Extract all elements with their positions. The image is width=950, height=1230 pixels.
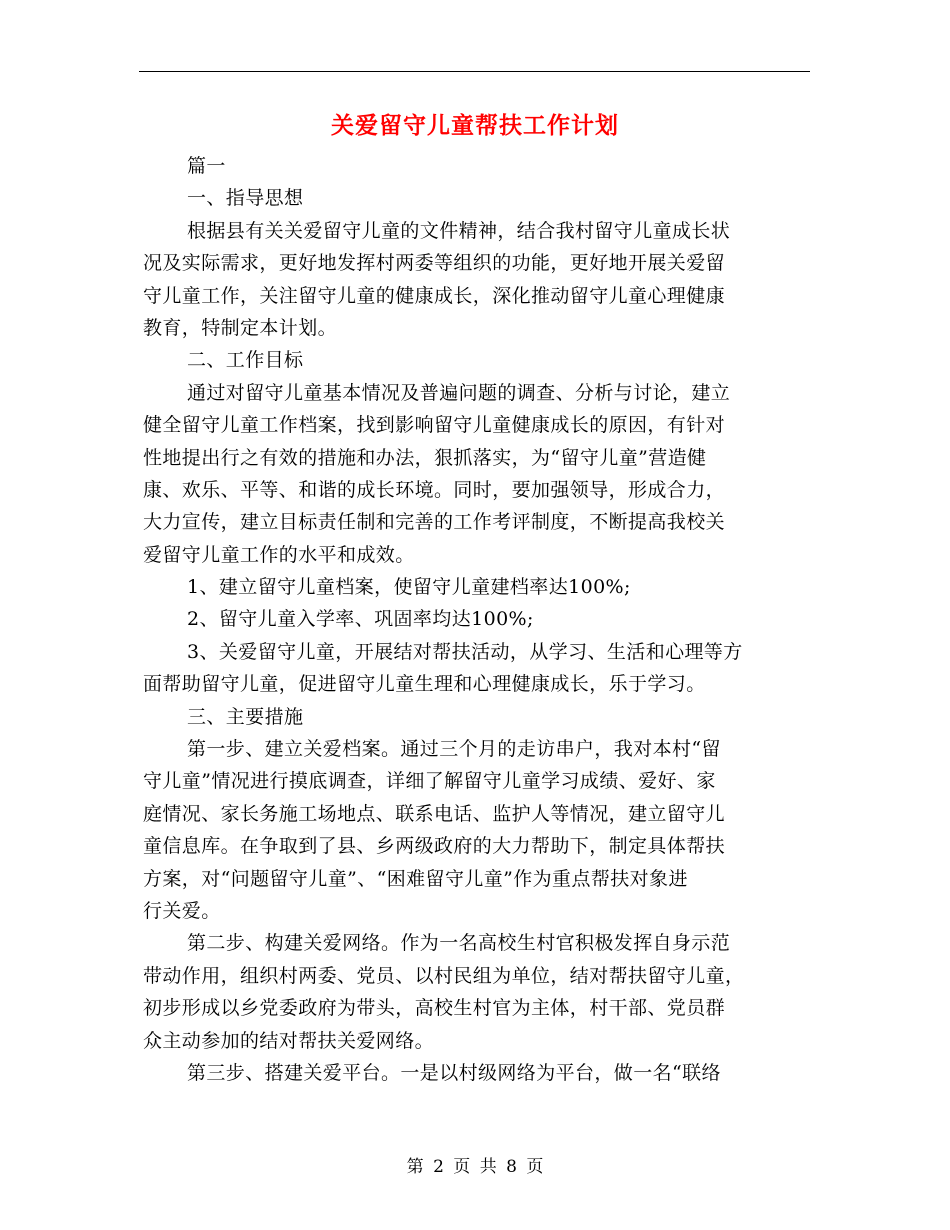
body-line: 性地提出行之有效的措施和办法，狠抓落实，为“留守儿童”营造健 bbox=[143, 446, 707, 469]
body-line: 众主动参加的结对帮扶关爱网络。 bbox=[143, 1029, 435, 1052]
document-title: 关爱留守儿童帮扶工作计划 bbox=[331, 112, 619, 139]
body-line: 第二步、构建关爱网络。作为一名高校生村官积极发挥自身示范 bbox=[187, 932, 731, 955]
body-line: 健全留守儿童工作档案，找到影响留守儿童健康成长的原因，有针对 bbox=[143, 414, 726, 437]
body-line: 第三步、搭建关爱平台。一是以村级网络为平台，做一名“联络 bbox=[187, 1061, 721, 1084]
document-body bbox=[143, 150, 808, 1089]
body-line: 况及实际需求，更好地发挥村两委等组织的功能，更好地开展关爱留 bbox=[143, 252, 726, 275]
page-footer: 第 2 页 共 8 页 bbox=[406, 1157, 544, 1177]
body-line: 1、建立留守儿童档案，使留守儿童建档率达100%; bbox=[187, 576, 631, 599]
body-line: 庭情况、家长务施工场地点、联系电话、监护人等情况，建立留守儿 bbox=[143, 802, 726, 825]
body-line: 守儿童工作，关注留守儿童的健康成长，深化推动留守儿童心理健康 bbox=[143, 284, 726, 307]
body-line: 爱留守儿童工作的水平和成效。 bbox=[143, 543, 415, 566]
body-line: 面帮助留守儿童，促进留守儿童生理和心理健康成长，乐于学习。 bbox=[143, 673, 706, 696]
body-line: 根据县有关关爱留守儿童的文件精神，结合我村留守儿童成长状 bbox=[187, 219, 731, 242]
header-rule bbox=[139, 71, 810, 72]
body-line: 初步形成以乡党委政府为带头，高校生村官为主体，村干部、党员群 bbox=[143, 997, 726, 1020]
body-line: 大力宣传，建立目标责任制和完善的工作考评制度，不断提高我校关 bbox=[143, 511, 726, 534]
body-line: 带动作用，组织村两委、党员、以村民组为单位，结对帮扶留守儿童， bbox=[143, 964, 745, 987]
body-line: 二、工作目标 bbox=[187, 349, 304, 372]
body-line: 3、关爱留守儿童，开展结对帮扶活动，从学习、生活和心理等方 bbox=[187, 640, 743, 663]
body-line: 三、主要措施 bbox=[187, 705, 304, 728]
body-line: 方案，对“问题留守儿童”、“困难留守儿童”作为重点帮扶对象进 bbox=[143, 867, 688, 890]
body-line: 一、指导思想 bbox=[187, 187, 304, 210]
body-line: 守儿童”情况进行摸底调查，详细了解留守儿童学习成绩、爱好、家 bbox=[143, 770, 716, 793]
body-line: 通过对留守儿童基本情况及普遍问题的调查、分析与讨论，建立 bbox=[187, 381, 731, 404]
body-line: 康、欢乐、平等、和谐的成长环境。同时，要加强领导，形成合力， bbox=[143, 478, 726, 501]
body-line: 篇一 bbox=[187, 155, 226, 177]
body-line: 2、留守儿童入学率、巩固率均达100%; bbox=[187, 608, 534, 631]
body-line: 教育，特制定本计划。 bbox=[143, 316, 338, 339]
body-line: 行关爱。 bbox=[143, 899, 221, 922]
body-line: 童信息库。在争取到了县、乡两级政府的大力帮助下，制定具体帮扶 bbox=[143, 835, 726, 858]
body-line: 第一步、建立关爱档案。通过三个月的走访串户，我对本村“留 bbox=[187, 738, 721, 761]
